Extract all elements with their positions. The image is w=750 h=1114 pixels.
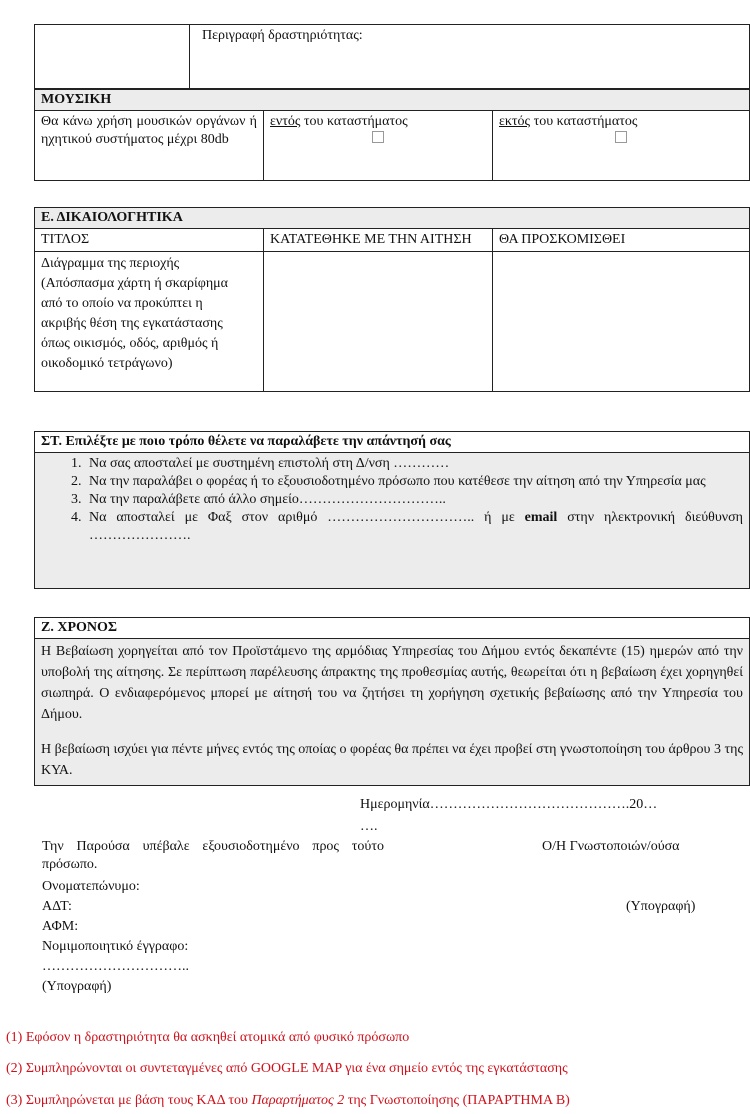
legal-document-dots: …………………………..: [42, 959, 189, 974]
col-bring-header: ΘΑ ΠΡΟΣΚΟΜΙΣΘΕΙ: [493, 229, 750, 252]
delivery-option-3[interactable]: 3. Να την παραλάβετε από άλλο σημείο…………………………..: [85, 491, 743, 509]
delivery-option-1[interactable]: 1. Να σας αποσταλεί με συστημένη επιστολή στη Δ/νση …………: [85, 455, 743, 473]
time-paragraph-2: Η βεβαίωση ισχύει για πέντε μήνες εντός της οποίας ο φορέας θα πρέπει να έχει προβεί στη γνωστοποίηση του άρθρου 3 της ΚΥΑ.: [41, 742, 743, 778]
authorized-person-intro: Την Παρούσα υπέβαλε εξουσιοδοτημένο προς τούτο πρόσωπο.: [42, 839, 384, 872]
notifier-signature-label: (Υπογραφή): [626, 899, 696, 914]
music-heading: ΜΟΥΣΙΚΗ: [35, 90, 750, 111]
delivery-heading: ΣΤ. Επιλέξτε με ποιο τρόπο θέλετε να παραλάβετε την απάντησή σας: [35, 432, 750, 453]
outside-text: του καταστήματος: [530, 114, 638, 129]
time-body: [35, 639, 750, 786]
activity-description-table: [34, 24, 750, 89]
col-filed-header: ΚΑΤΑΤΕΘΗΚΕ ΜΕ ΤΗΝ ΑΙΤΗΣΗ: [264, 229, 493, 252]
annex-2-italic: Παραρτήματος 2: [251, 1093, 345, 1108]
time-heading: Ζ. ΧΡΟΝΟΣ: [35, 618, 750, 639]
time-table: [34, 617, 750, 786]
id-card-field[interactable]: ΑΔΤ:: [42, 899, 72, 914]
documents-row-title: Διάγραμμα της περιοχής (Απόσπασμα χάρτη ή σκαρίφημα από το οποίο να προκύπτει η ακριβής θέση της εγκατάστασης όπως οικισμός, οδός, αριθμός ή οικοδομικό τετράγωνο): [35, 252, 264, 392]
footnote-1: (1) Εφόσον η δραστηριότητα θα ασκηθεί ατομικά από φυσικό πρόσωπο: [6, 1030, 410, 1045]
delivery-option-4[interactable]: 4. Να αποσταλεί με Φαξ στον αριθμό ………………………….. ή με email στην ηλεκτρονική διεύθυνση ………………….: [85, 509, 743, 545]
legal-document-field[interactable]: Νομιμοποιητικό έγγραφο:: [42, 939, 189, 954]
blank-cell: [35, 25, 190, 89]
documents-filed-cell[interactable]: [264, 252, 493, 392]
date-line-continued: ….: [360, 819, 378, 834]
delivery-options: [35, 453, 750, 589]
delivery-table: [34, 431, 750, 589]
inside-checkbox[interactable]: [372, 131, 384, 143]
outside-checkbox[interactable]: [615, 131, 627, 143]
footnote-3: (3) Συμπληρώνεται με βάση τους ΚΑΔ του Παραρτήματος 2 της Γνωστοποίησης (ΠΑΡΑΡΤΗΜΑ Β): [6, 1093, 570, 1108]
inside-underlined: εντός: [270, 114, 301, 129]
activity-description-label: Περιγραφή δραστηριότητας:: [202, 28, 363, 43]
outside-underlined: εκτός: [499, 114, 531, 129]
tax-id-field[interactable]: ΑΦΜ:: [42, 919, 79, 934]
date-line[interactable]: Ημερομηνία…………………………………….20…: [360, 797, 658, 812]
time-paragraph-1: Η Βεβαίωση χορηγείται από τον Προϊστάμενο της αρμόδιας Υπηρεσίας του Δήμου εντός δεκαπέντε (15) ημερών από την υποβολή της αίτησης. Σε περίπτωση παρέλευσης άπρακτης της προθεσμίας αυτής, θεωρείται ότι η βεβαίωση έχει χορηγηθεί σιωπηρά. Ο ενδιαφερόμενος μπορεί με αίτησή του να ζητήσει τη χορήγηση σχετικής βεβαίωσης από την Υπηρεσία του Δήμου.: [41, 644, 743, 722]
documents-heading: Ε. ΔΙΚΑΙΟΛΟΓΗΤΙΚΑ: [35, 208, 750, 229]
email-label: email: [524, 510, 558, 525]
music-outside-option[interactable]: [493, 111, 750, 181]
documents-table: [34, 207, 750, 392]
music-table: [34, 89, 750, 181]
col-title-header: ΤΙΤΛΟΣ: [35, 229, 264, 252]
footnote-2: (2) Συμπληρώνονται οι συντεταγμένες από GOOGLE MAP για ένα σημείο εντός της εγκατάστασης: [6, 1061, 568, 1076]
inside-text: του καταστήματος: [300, 114, 408, 129]
delivery-option-2[interactable]: 2. Να την παραλάβει ο φορέας ή το εξουσιοδοτημένο πρόσωπο που κατέθεσε την αίτηση από την Υπηρεσία μας: [85, 473, 743, 491]
music-description: Θα κάνω χρήση μουσικών οργάνων ή ηχητικού συστήματος μέχρι 80db: [35, 111, 264, 181]
music-inside-option[interactable]: [264, 111, 493, 181]
full-name-field[interactable]: Ονοματεπώνυμο:: [42, 879, 140, 894]
authorized-signature-label: (Υπογραφή): [42, 979, 112, 994]
notifier-title: Ο/Η Γνωστοποιών/ούσα: [542, 839, 680, 854]
delivery-list: [41, 455, 743, 545]
documents-bring-cell[interactable]: [493, 252, 750, 392]
activity-description-field[interactable]: [190, 25, 750, 89]
